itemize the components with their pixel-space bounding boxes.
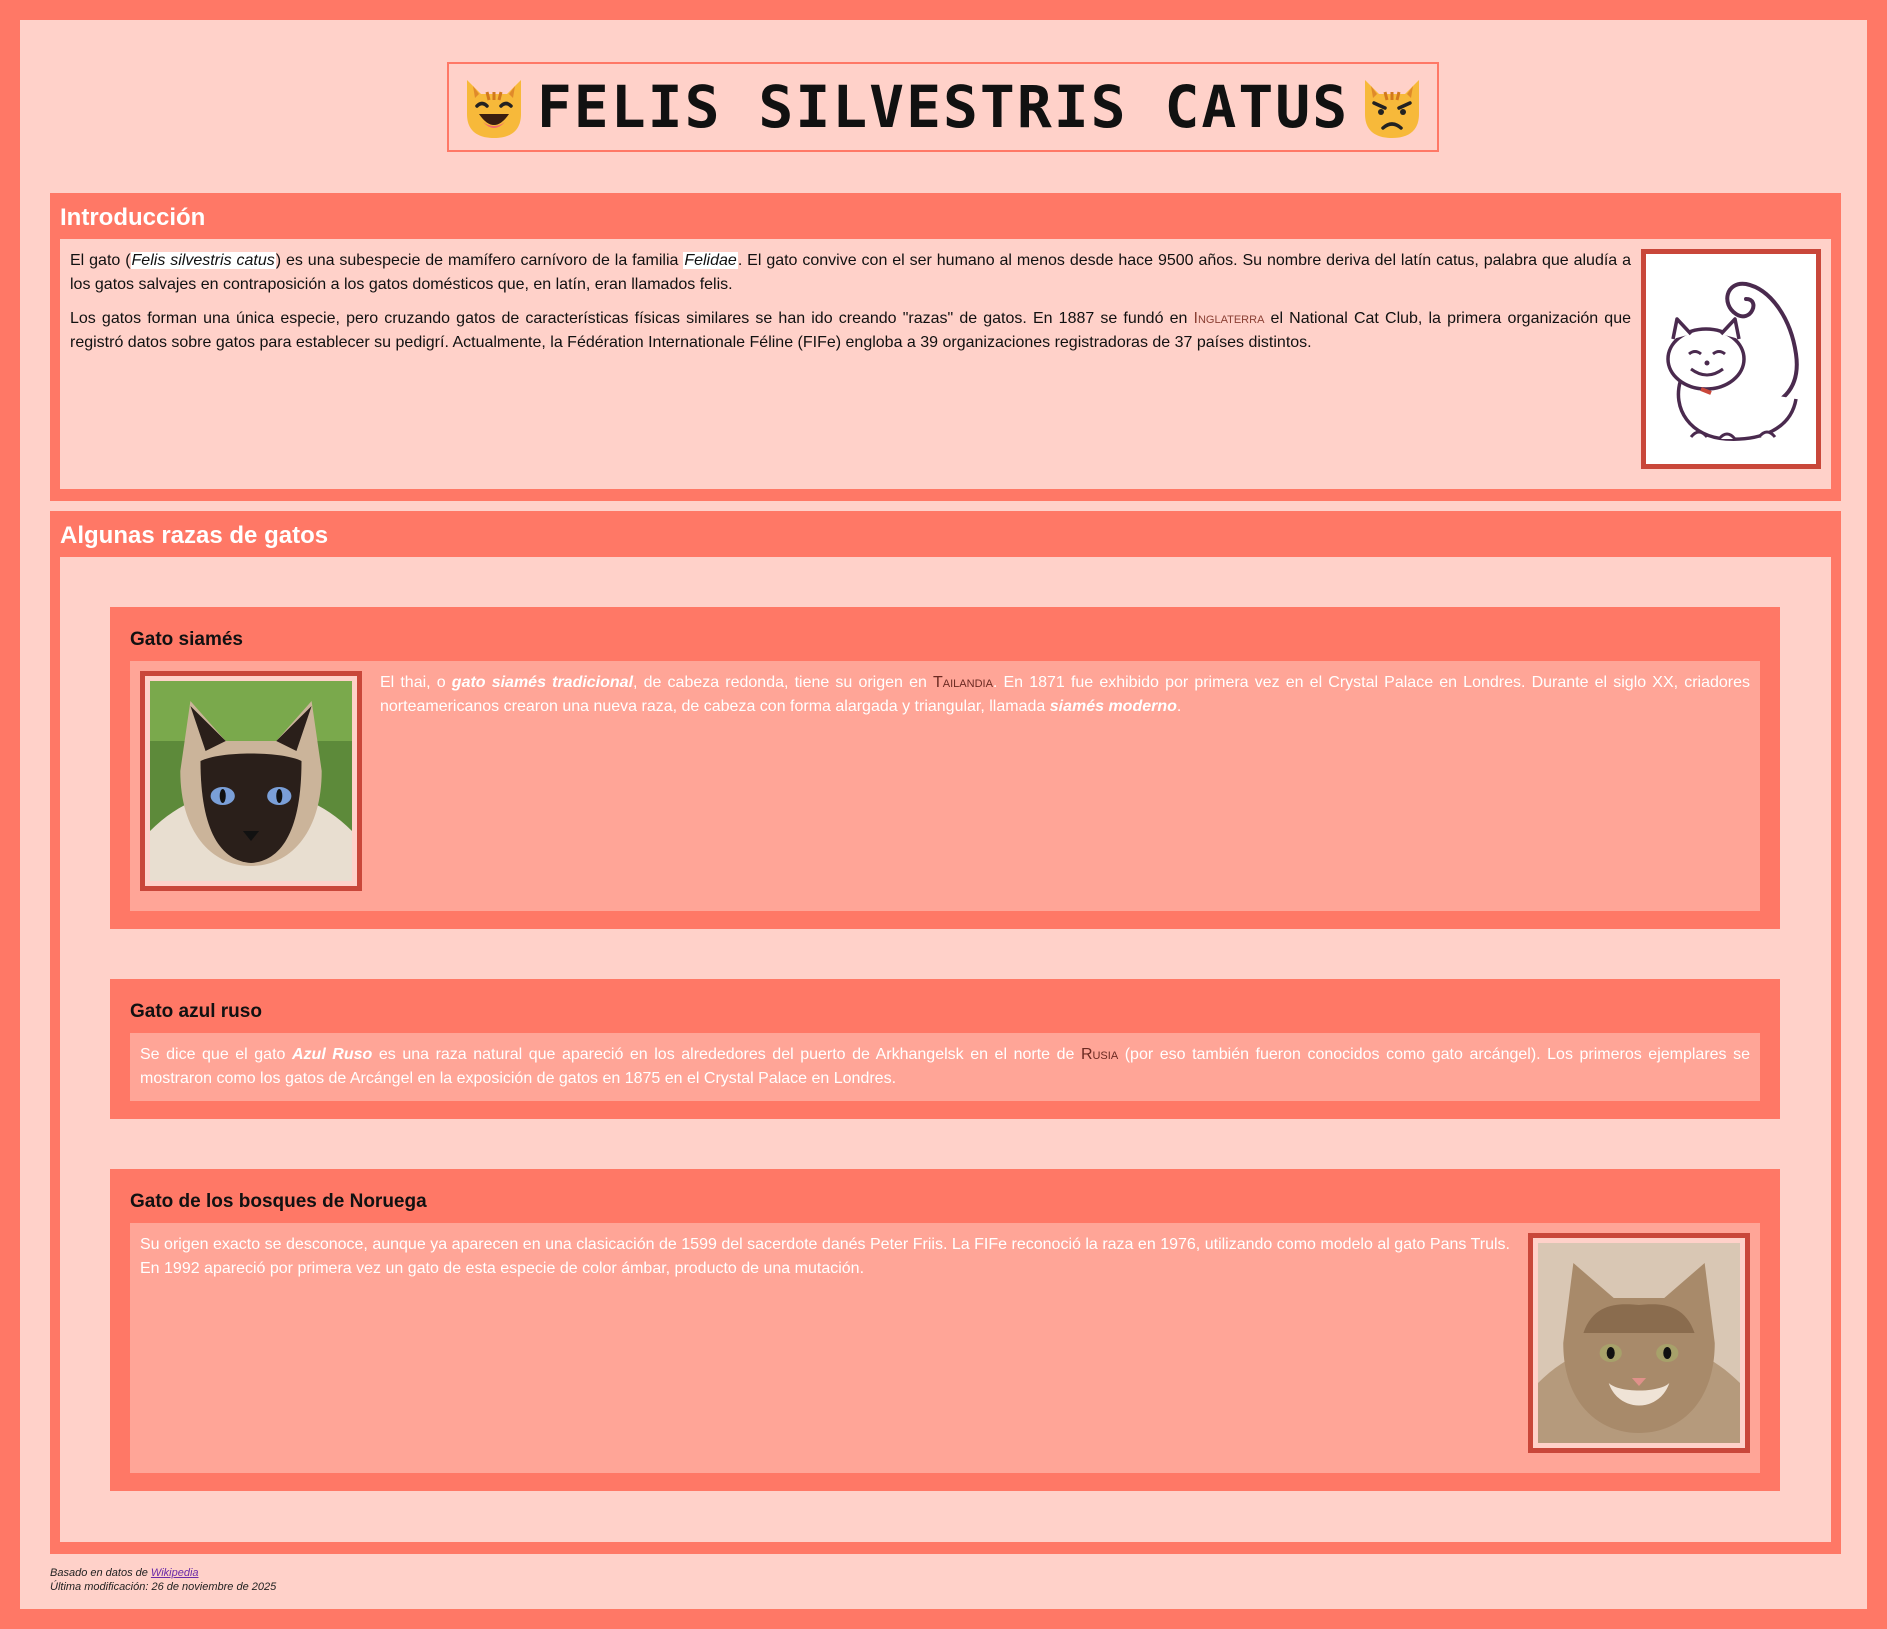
footer-last-modified: Última modificación: 26 de noviembre de 2025 (50, 1581, 277, 1593)
place-inglaterra: Inglaterra (1193, 310, 1265, 327)
breeds-section (50, 511, 1841, 1554)
breeds-body (60, 557, 1831, 1542)
breed-text: . En 1871 fue exhibido por primera vez en el Crystal Palace en Londres. Durante el siglo XX, criadores norteamericanos crearon una nueva raza, de cabeza con forma alargada y triangular, llamada (380, 674, 1751, 715)
breed-text: Su origen exacto se desconoce, aunque ya aparecen en una clasicación de 1599 del sacerdote danés Peter Friis. La FIFe reconoció la raza en 1976, utilizando como modelo al gato Pans Truls. En 1992 apareció por primera vez un gato de esta especie de color ámbar, producto de una mutación. (140, 1236, 1510, 1277)
intro-heading: Introducción (60, 204, 206, 231)
footer-text: Basado en datos de (50, 1567, 151, 1579)
cartoon-cat-image (1641, 249, 1821, 469)
breed-card-azul-ruso (110, 979, 1780, 1119)
breed-title: Gato de los bosques de Noruega (130, 1191, 427, 1212)
breed-title: Gato siamés (130, 629, 243, 650)
breeds-heading: Algunas razas de gatos (60, 522, 329, 549)
breed-text: es una raza natural que apareció en los alrededores del puerto de Arkhangelsk en el norte de (372, 1046, 1081, 1063)
intro-text: el National Cat Club, la primera organización que registró datos sobre gatos para establecer su pedigrí. Actualmente, la Fédération Internationale Féline (FIFe) engloba a 39 organizaciones registradoras de 37 países distintos. (70, 310, 1632, 351)
wikipedia-link[interactable]: Wikipedia (150, 1567, 199, 1579)
breed-card-siames (110, 607, 1780, 929)
intro-text: El gato ( (70, 252, 131, 269)
breed-title: Gato azul ruso (130, 1001, 262, 1022)
intro-text: . El gato convive con el ser humano al menos desde hace 9500 años. Su nombre deriva del latín catus, palabra que aludía a los gatos salvajes en contraposición a los gatos domésticos que, en latín, eran llamados felis. (70, 252, 1632, 293)
intro-text: Los gatos forman una única especie, pero cruzando gatos de características físicas similares se han ido creando "razas" de gatos. En 1887 se fundó en (70, 310, 1194, 327)
title-text: FELIS SILVESTRIS CATUS (536, 73, 1350, 141)
pouting-cat-emoji-icon (1357, 72, 1427, 142)
norwegian-forest-cat-photo (1528, 1233, 1750, 1453)
page-footer (50, 1566, 276, 1594)
intro-section (50, 193, 1841, 501)
family-name: Felidae (684, 252, 737, 269)
intro-body (60, 239, 1831, 489)
breed-text: (por eso también fueron conocidos como gato arcángel). Los primeros ejemplares se mostraron como los gatos de Arcángel en la exposición de gatos en 1875 en el Crystal Palace en Londres. (140, 1046, 1751, 1087)
intro-text: ) es una subespecie de mamífero carnívoro de la familia (275, 252, 684, 269)
breed-description (130, 1033, 1760, 1101)
breed-description (130, 1223, 1760, 1473)
breed-highlight: siamés moderno (1049, 698, 1177, 715)
breed-card-noruega (110, 1169, 1780, 1491)
place-tailandia: Tailandia (933, 674, 993, 691)
breed-description (130, 661, 1760, 911)
breed-text: , de cabeza redonda, tiene su origen en (633, 674, 934, 691)
breed-highlight: gato siamés tradicional (451, 674, 634, 691)
smiling-cat-emoji-icon (459, 72, 529, 142)
footer-source (50, 1566, 276, 1580)
breed-text: . (1176, 698, 1182, 715)
siamese-cat-photo (140, 671, 362, 891)
intro-paragraph-2 (70, 307, 1631, 355)
breed-highlight: Azul Ruso (291, 1046, 373, 1063)
page (20, 20, 1867, 1609)
breed-text: Se dice que el gato (140, 1046, 292, 1063)
place-rusia: Rusia (1080, 1046, 1119, 1063)
breed-text: El thai, o (380, 674, 452, 691)
page-title (447, 62, 1439, 152)
scientific-name: Felis silvestris catus (131, 252, 275, 269)
intro-paragraph-1 (70, 249, 1631, 297)
